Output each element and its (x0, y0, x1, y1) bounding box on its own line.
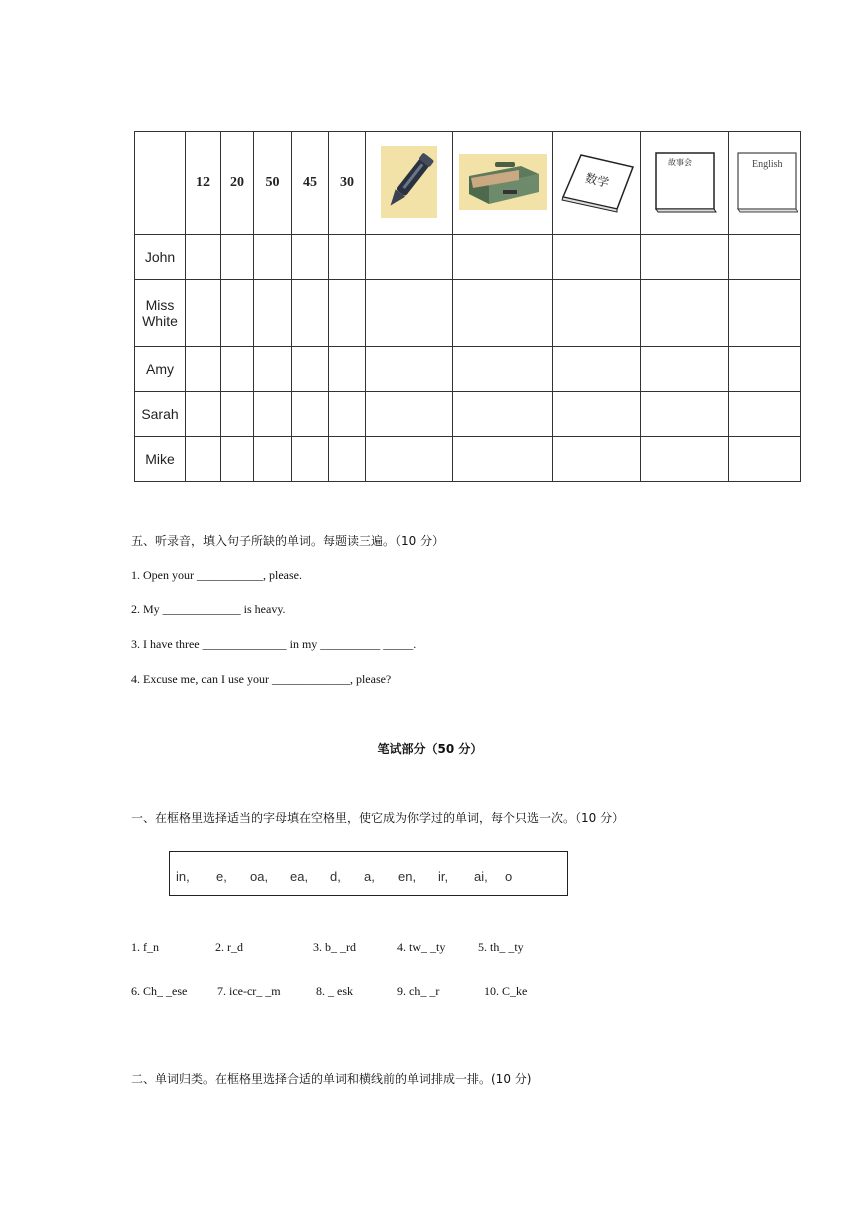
letter-choice-box (169, 851, 568, 896)
table-row (135, 280, 801, 347)
section5-item-3: 3. I have three ______________ in my __________ _____. (131, 637, 417, 651)
english-book-picture-cell (729, 132, 801, 235)
section5-item-4: 4. Excuse me, can I use your _____________, please? (131, 672, 392, 686)
section5-item-2: 2. My _____________ is heavy. (131, 602, 286, 616)
table-row (135, 347, 801, 392)
header-30: 30 (329, 132, 366, 235)
letter-option: o (505, 869, 513, 884)
written-section-title: 笔试部分（50 分） (377, 742, 483, 756)
header-50: 50 (254, 132, 292, 235)
section5-title: 五、听录音，填入句子所缺的单词。每题读三遍。（10 分） (131, 534, 445, 548)
fill-item: 5. th_ _ty (478, 940, 524, 954)
fill-item: 8. _ esk (316, 984, 353, 998)
pen-icon (381, 146, 437, 218)
math-book-picture-cell (553, 132, 641, 235)
header-12: 12 (186, 132, 221, 235)
part2-title: 二、单词归类。在框格里选择合适的单词和横线前的单词排成一排。(10 分) (131, 1072, 532, 1086)
fill-item: 6. Ch_ _ese (131, 984, 188, 998)
english-book-icon (732, 149, 798, 215)
part1-title: 一、在框格里选择适当的字母填在空格里，使它成为你学过的单词，每个只选一次。（10 分） (131, 811, 625, 825)
math-book-label: 数学 (583, 170, 610, 190)
fill-item: 10. C_ke (484, 984, 528, 998)
fill-item: 2. r_d (215, 940, 243, 954)
table-row (135, 235, 801, 280)
pencil-box-picture-cell (453, 132, 553, 235)
letter-option: oa, (250, 869, 269, 884)
letter-option: in, (176, 869, 190, 884)
storybook-picture-cell (641, 132, 729, 235)
row-name-mike: Mike (135, 437, 186, 482)
letter-option: e, (216, 869, 227, 884)
pen-picture-cell (366, 132, 453, 235)
table-row (135, 392, 801, 437)
letter-option: ai, (474, 869, 488, 884)
header-45: 45 (292, 132, 329, 235)
row-name-sarah: Sarah (135, 392, 186, 437)
english-book-label: English (751, 158, 783, 170)
fill-item: 1. f_n (131, 940, 159, 954)
letter-option: ir, (438, 869, 449, 884)
pencil-box-icon (459, 154, 547, 210)
math-book-icon (559, 151, 635, 213)
fill-item: 7. ice-cr_ _m (217, 984, 281, 998)
header-20: 20 (221, 132, 254, 235)
row-name-amy: Amy (135, 347, 186, 392)
fill-item: 4. tw_ _ty (397, 940, 446, 954)
row-name-john: John (135, 235, 186, 280)
corner-cell (135, 132, 186, 235)
table-row (135, 437, 801, 482)
letter-option: a, (364, 869, 375, 884)
fill-item: 3. b_ _rd (313, 940, 356, 954)
storybook-label: 故事会 (667, 157, 692, 167)
row-name-miss-white: Miss White (135, 280, 186, 347)
section5-item-1: 1. Open your ___________, please. (131, 568, 302, 582)
answer-table (134, 131, 801, 482)
letter-option: d, (330, 869, 341, 884)
letter-option: en, (398, 869, 417, 884)
storybook-icon (650, 149, 720, 215)
fill-item: 9. ch_ _r (397, 984, 440, 998)
table-header-row (135, 132, 801, 235)
letter-option: ea, (290, 869, 309, 884)
